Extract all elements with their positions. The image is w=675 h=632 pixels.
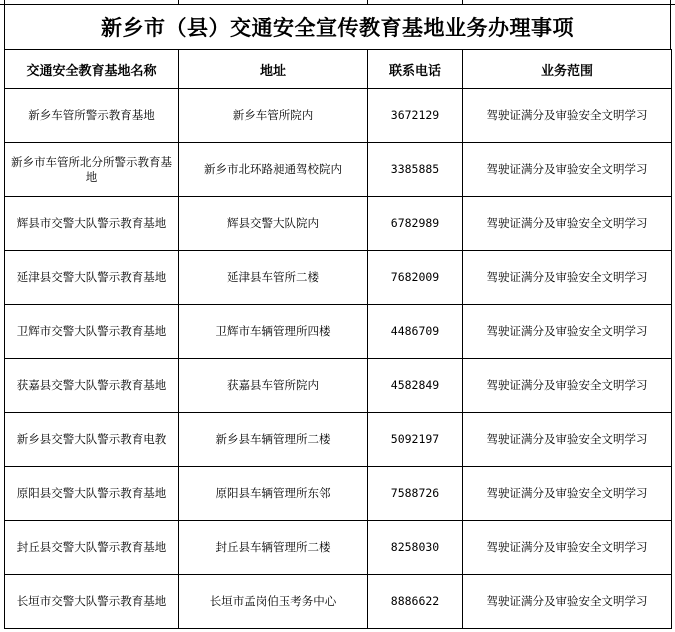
address-cell: 辉县交警大队院内 xyxy=(179,197,368,251)
scope-cell: 驾驶证满分及审验安全文明学习 xyxy=(463,521,672,575)
scope-cell: 驾驶证满分及审验安全文明学习 xyxy=(463,359,672,413)
base-name-cell: 封丘县交警大队警示教育基地 xyxy=(5,521,179,575)
column-header-name: 交通安全教育基地名称 xyxy=(5,50,179,89)
phone-cell: 5092197 xyxy=(368,413,463,467)
phone-cell: 7682009 xyxy=(368,251,463,305)
scope-cell: 驾驶证满分及审验安全文明学习 xyxy=(463,197,672,251)
base-name-cell: 新乡车管所警示教育基地 xyxy=(5,89,179,143)
table-row xyxy=(5,467,672,521)
scope-cell: 驾驶证满分及审验安全文明学习 xyxy=(463,575,672,629)
base-name-cell: 获嘉县交警大队警示教育基地 xyxy=(5,359,179,413)
table-row xyxy=(5,197,672,251)
education-base-table xyxy=(4,49,672,629)
base-name-cell: 延津县交警大队警示教育基地 xyxy=(5,251,179,305)
phone-cell: 4486709 xyxy=(368,305,463,359)
scope-cell: 驾驶证满分及审验安全文明学习 xyxy=(463,143,672,197)
table-row xyxy=(5,521,672,575)
scope-cell: 驾驶证满分及审验安全文明学习 xyxy=(463,467,672,521)
table-row xyxy=(5,575,672,629)
address-cell: 新乡车管所院内 xyxy=(179,89,368,143)
table-row xyxy=(5,251,672,305)
address-cell: 封丘县车辆管理所二楼 xyxy=(179,521,368,575)
table-header-row xyxy=(5,50,672,89)
address-cell: 卫辉市车辆管理所四楼 xyxy=(179,305,368,359)
table-row xyxy=(5,143,672,197)
base-name-cell: 新乡市车管所北分所警示教育基地 xyxy=(5,143,179,197)
phone-cell: 3385885 xyxy=(368,143,463,197)
phone-cell: 6782989 xyxy=(368,197,463,251)
table-row xyxy=(5,305,672,359)
phone-cell: 8886622 xyxy=(368,575,463,629)
address-cell: 长垣市孟岗伯玉考务中心 xyxy=(179,575,368,629)
scope-cell: 驾驶证满分及审验安全文明学习 xyxy=(463,305,672,359)
table-row xyxy=(5,89,672,143)
base-name-cell: 长垣市交警大队警示教育基地 xyxy=(5,575,179,629)
phone-cell: 7588726 xyxy=(368,467,463,521)
base-name-cell: 新乡县交警大队警示教育电教 xyxy=(5,413,179,467)
base-name-cell: 辉县市交警大队警示教育基地 xyxy=(5,197,179,251)
address-cell: 获嘉县车管所院内 xyxy=(179,359,368,413)
page-title: 新乡市（县）交通安全宣传教育基地业务办理事项 xyxy=(4,5,671,49)
phone-cell: 3672129 xyxy=(368,89,463,143)
base-name-cell: 卫辉市交警大队警示教育基地 xyxy=(5,305,179,359)
table-row xyxy=(5,413,672,467)
column-header-address: 地址 xyxy=(179,50,368,89)
phone-cell: 4582849 xyxy=(368,359,463,413)
scope-cell: 驾驶证满分及审验安全文明学习 xyxy=(463,89,672,143)
column-header-scope: 业务范围 xyxy=(463,50,672,89)
base-name-cell: 原阳县交警大队警示教育基地 xyxy=(5,467,179,521)
scope-cell: 驾驶证满分及审验安全文明学习 xyxy=(463,251,672,305)
address-cell: 延津县车管所二楼 xyxy=(179,251,368,305)
address-cell: 新乡市北环路昶通驾校院内 xyxy=(179,143,368,197)
phone-cell: 8258030 xyxy=(368,521,463,575)
column-header-phone: 联系电话 xyxy=(368,50,463,89)
scope-cell: 驾驶证满分及审验安全文明学习 xyxy=(463,413,672,467)
table-body xyxy=(5,89,672,629)
address-cell: 原阳县车辆管理所东邻 xyxy=(179,467,368,521)
table-row xyxy=(5,359,672,413)
address-cell: 新乡县车辆管理所二楼 xyxy=(179,413,368,467)
